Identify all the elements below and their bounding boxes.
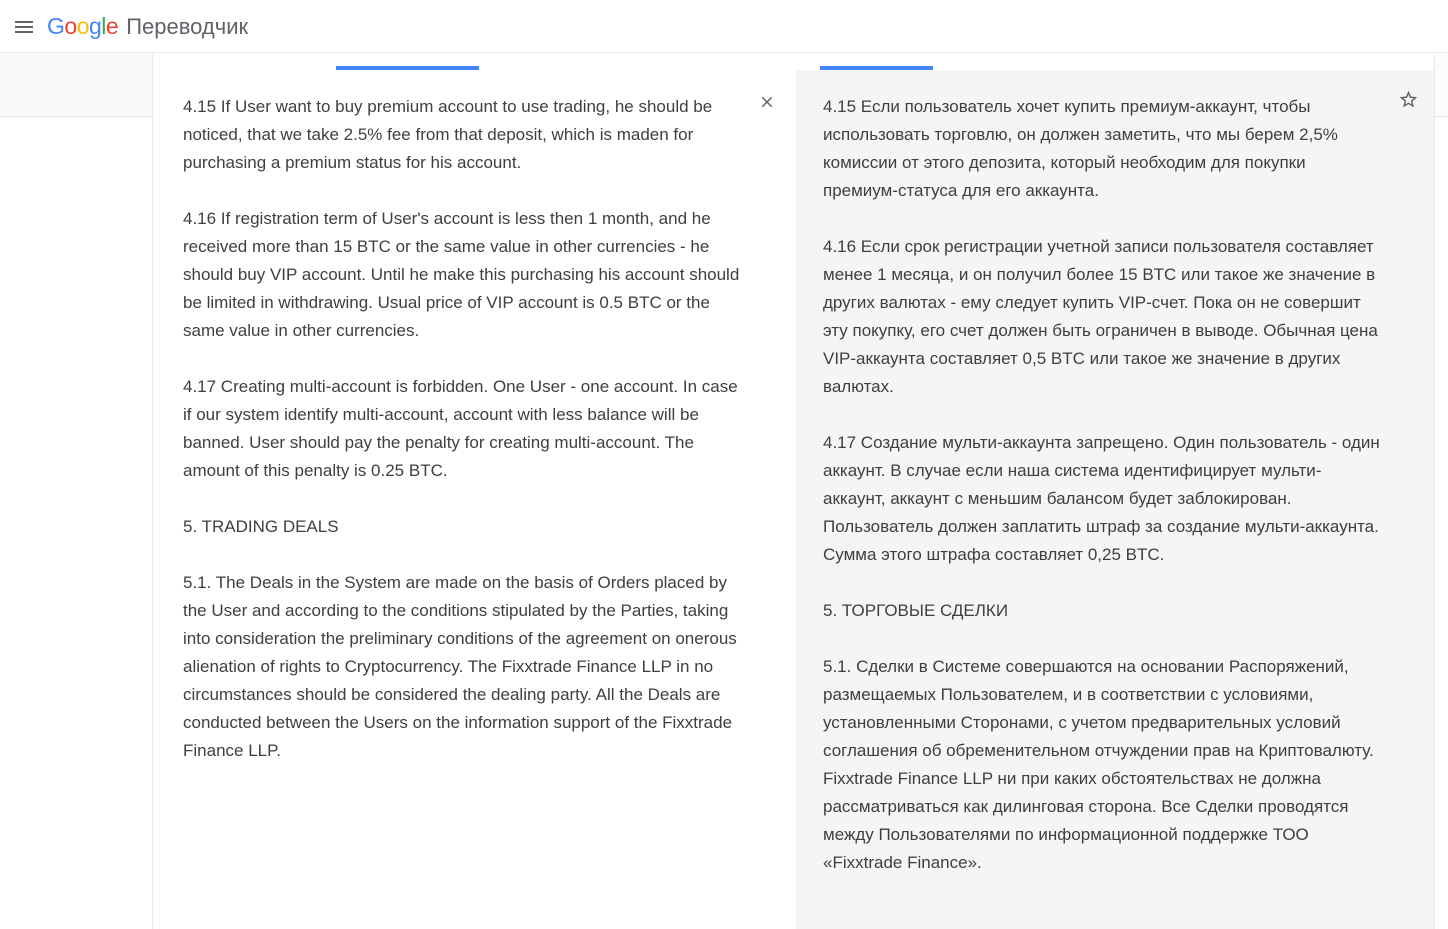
translation-panel [796,70,1434,929]
paragraph: 4.16 Если срок регистрации учетной записи пользователя составляет менее 1 месяца, и он получил более 15 BTC или такое же значение в других валютах - ему следует купить VIP-счет. Пока он не совершит эту покупку, его счет должен быть ограничен в выводе. Обычная цена VIP-аккаунта составляет 0,5 BTC или такое же значение в других валютах. [823,237,1378,396]
save-translation-button[interactable] [1395,86,1421,112]
logo-letter: G [47,13,65,39]
app-header [0,0,1448,53]
google-logo [47,13,118,40]
app-logo[interactable] [47,0,248,53]
translate-card [152,54,1435,929]
menu-button[interactable] [6,9,42,45]
paragraph: 4.17 Creating multi-account is forbidden. One User - one account. In case if our system identify multi-account, account with less balance will be banned. User should pay the penalty for creating multi-account. The amount of this penalty is 0.25 BTC. [183,377,738,480]
paragraph: 5.1. The Deals in the System are made on the basis of Orders placed by the User and according to the conditions stipulated by the Parties, taking into consideration the preliminary conditions of the agreement on onerous alienation of rights to Cryptocurrency. The Fixxtrade Finance LLP in no circumstances should be considered the dealing party. All the Deals are conducted between the Users on the information support of the Fixxtrade Finance LLP. [183,573,737,760]
paragraph: 4.15 If User want to buy premium account to use trading, he should be noticed, that we take 2.5% fee from that deposit, which is maden for purchasing a premium status for his account. [183,97,713,172]
paragraph: 4.17 Создание мульти-аккаунта запрещено. Один пользователь - один аккаунт. В случае если наша система идентифицирует мульти-аккаунт, аккаунт с меньшим балансом будет заблокирован. Пользователь должен заплатить штраф за создание мульти-аккаунта. Сумма этого штрафа составляет 0,25 BTC. [823,433,1380,564]
paragraph: 5.1. Сделки в Системе совершаются на основании Распоряжений, размещаемых Пользователем, и в соответствии с условиями, установленными Сторонами, с учетом предварительных условий соглашения об обременительном отчуждении прав на Криптовалюту. Fixxtrade Finance LLP ни при каких обстоятельствах не должна рассматриваться как дилинговая сторона. Все Сделки проводятся между Пользователями по информационной поддержке ТОО «Fixxtrade Finance». [823,657,1374,872]
star-outline-icon [1398,89,1419,110]
clear-source-button[interactable] [754,89,780,115]
logo-letter: o [76,13,89,39]
close-icon [758,93,776,111]
source-text[interactable] [183,93,743,765]
source-panel [153,70,796,929]
paragraph: 4.15 Если пользователь хочет купить премиум-аккаунт, чтобы использовать торговлю, он должен заметить, что мы берем 2,5% комиссии от этого депозита, который необходим для покупки премиум-статуса для его аккаунта. [823,97,1338,200]
language-tabs-row [153,54,1434,70]
logo-letter: o [64,13,77,39]
product-name: Переводчик [126,13,249,39]
paragraph: 4.16 If registration term of User's account is less then 1 month, and he received more than 15 BTC or the same value in other currencies - he should buy VIP account. Until he make this purchasing his account should be limited in withdrawing. Usual price of VIP account is 0.5 BTC or the same value in other currencies. [183,209,740,340]
paragraph: 5. ТОРГОВЫЕ СДЕЛКИ [823,601,1009,620]
toolbar-strip-left [0,54,152,117]
translate-panels [153,70,1434,929]
toolbar-strip-right [1435,54,1448,117]
translation-text [823,93,1381,877]
paragraph: 5. TRADING DEALS [183,517,339,536]
logo-letter: l [101,13,106,39]
logo-letter: e [105,13,119,39]
logo-letter: g [88,13,102,39]
hamburger-icon [15,21,33,33]
